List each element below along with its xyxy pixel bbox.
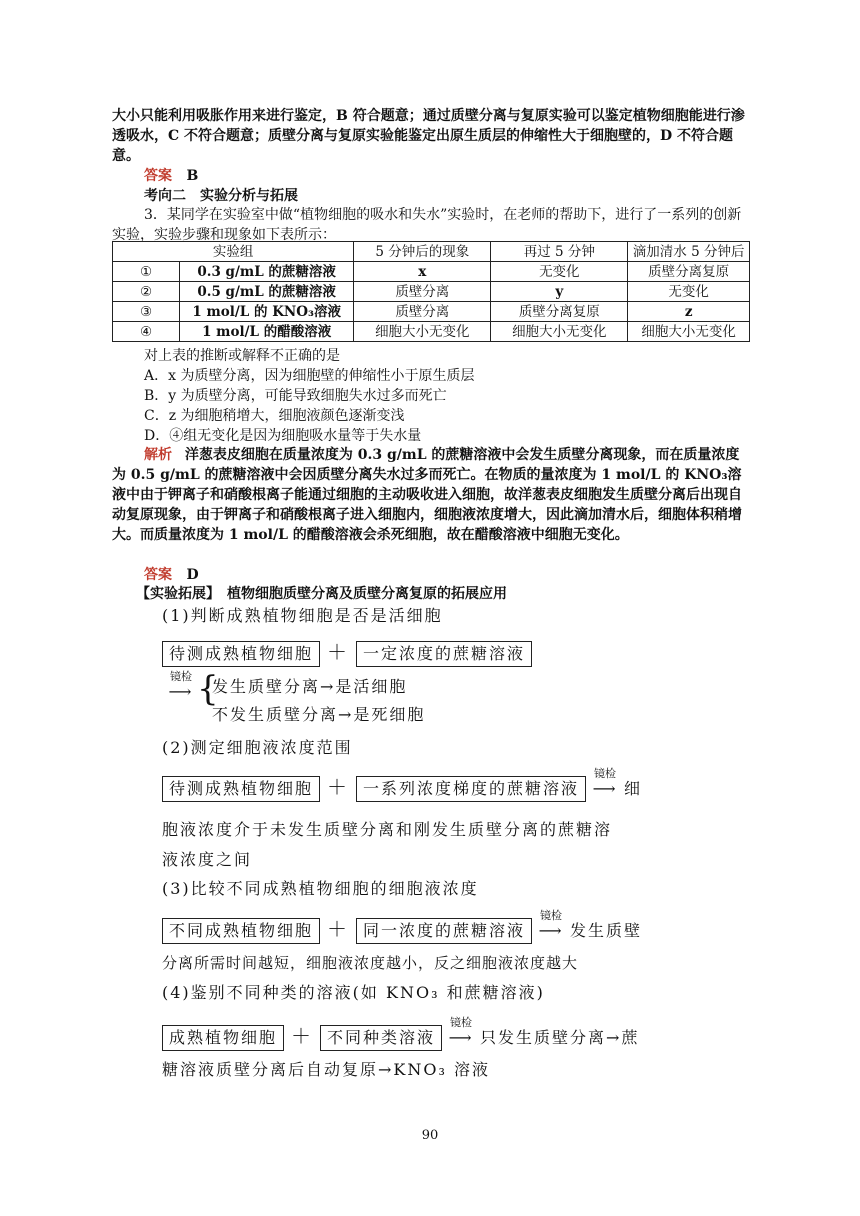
extension-title: 【实验拓展】 植物细胞质壁分离及质壁分离复原的拓展应用	[136, 586, 507, 602]
arrow-icon: ⟶	[538, 921, 564, 940]
table-cell: 质壁分离	[354, 302, 491, 322]
arrow-label: 镜检	[170, 670, 192, 683]
table-cell: 细胞大小无变化	[628, 322, 750, 342]
arrow-label: 镜检	[540, 909, 563, 922]
table-header-row	[113, 242, 750, 262]
ext1-box2: 一定浓度的蔗糖溶液	[356, 641, 532, 667]
plus-sign: ＋	[327, 640, 350, 664]
table-cell: 无变化	[628, 282, 750, 302]
table-header-cell: 实验组	[113, 242, 354, 262]
question-prompt: 对上表的推断或解释不正确的是	[144, 348, 340, 364]
table-cell: 质壁分离复原	[491, 302, 628, 322]
table-cell: x	[354, 262, 491, 282]
section-heading: 考向二 实验分析与拓展	[144, 188, 298, 204]
table-row	[113, 262, 750, 282]
arrow-label: 镜检	[450, 1016, 473, 1029]
question-text: 3．某同学在实验室中做“植物细胞的吸水和失水”实验时，在老师的帮助下，进行了一系列的创新实验，实验步骤和现象如下表所示：	[112, 207, 742, 243]
analysis-paragraph	[112, 445, 750, 545]
answer-2	[144, 565, 782, 585]
answer-value: B	[186, 168, 199, 184]
arrow-icon: ⟶	[592, 779, 618, 798]
table-cell: 细胞大小无变化	[491, 322, 628, 342]
table-cell: 0.5 g/mL 的蔗糖溶液	[180, 282, 354, 302]
arrow-label: 镜检	[594, 767, 617, 780]
answer-value: D	[186, 567, 199, 583]
ext2-box2: 一系列浓度梯度的蔗糖溶液	[356, 776, 586, 802]
microscope-arrow	[162, 670, 200, 701]
ext1-box1: 待测成熟植物细胞	[162, 641, 320, 667]
table-cell: 1 mol/L 的 KNO₃溶液	[180, 302, 354, 322]
ext1-formula	[162, 636, 532, 667]
microscope-arrow	[532, 909, 570, 940]
table-cell: 质壁分离	[354, 282, 491, 302]
table-row	[113, 322, 750, 342]
ext3-line2: 分离所需时间越短，细胞液浓度越小，反之细胞液浓度越大	[162, 954, 579, 972]
table-cell: 无变化	[491, 262, 628, 282]
table-cell: ④	[113, 322, 180, 342]
arrow-icon: ⟶	[448, 1028, 474, 1047]
ext4-formula	[162, 1016, 640, 1051]
ext3-box2: 同一浓度的蔗糖溶液	[356, 918, 532, 944]
microscope-arrow	[442, 1016, 480, 1047]
ext2-formula	[162, 767, 643, 802]
answer-1	[144, 166, 782, 186]
ext2-line2: 胞液浓度介于未发生质壁分离和刚发生质壁分离的蔗糖溶	[162, 820, 613, 839]
ext1-title: (1)判断成熟植物细胞是否是活细胞	[162, 606, 443, 625]
ext1-result-a: 发生质壁分离→是活细胞	[212, 677, 408, 696]
table-cell: 质壁分离复原	[628, 262, 750, 282]
left-brace-icon: {	[197, 669, 219, 709]
ext1-result-b: 不发生质壁分离→是死细胞	[212, 705, 426, 724]
ext3-box1: 不同成熟植物细胞	[162, 918, 320, 944]
table-header-cell: 再过 5 分钟	[491, 242, 628, 262]
table-header-cell: 5 分钟后的现象	[354, 242, 491, 262]
ext4-line2: 糖溶液质壁分离后自动复原→KNO₃ 溶液	[162, 1060, 490, 1079]
table-row	[113, 302, 750, 322]
plus-sign: ＋	[327, 775, 350, 799]
table-cell: ②	[113, 282, 180, 302]
ext2-box1: 待测成熟植物细胞	[162, 776, 320, 802]
answer-label: 答案	[144, 567, 172, 583]
table-cell: ③	[113, 302, 180, 322]
option-b: B．y 为质壁分离，可能导致细胞失水过多而死亡	[144, 388, 447, 404]
arrow-icon: ⟶	[168, 682, 194, 701]
ext1-arrow	[162, 670, 200, 701]
ext3-title: (3)比较不同成熟植物细胞的细胞液浓度	[162, 879, 479, 898]
answer-label: 答案	[144, 168, 172, 184]
ext4-title: (4)鉴别不同种类的溶液(如 KNO₃ 和蔗糖溶液)	[162, 983, 545, 1002]
experiment-table	[112, 241, 750, 342]
table-cell: 1 mol/L 的醋酸溶液	[180, 322, 354, 342]
ext2-tail: 细	[624, 779, 643, 798]
table-cell: z	[628, 302, 750, 322]
table-cell: y	[491, 282, 628, 302]
ext3-tail: 发生质壁	[570, 921, 643, 940]
plus-sign: ＋	[291, 1024, 314, 1048]
analysis-label: 解析	[144, 447, 172, 463]
table-cell: 细胞大小无变化	[354, 322, 491, 342]
option-d: D．④组无变化是因为细胞吸水量等于失水量	[144, 428, 422, 444]
table-header-cell: 滴加清水 5 分钟后	[628, 242, 750, 262]
table-cell: ①	[113, 262, 180, 282]
top-paragraph: 大小只能利用吸胀作用来进行鉴定，B 符合题意；通过质壁分离与复原实验可以鉴定植物细胞能进行渗透吸水，C 不符合题意；质壁分离与复原实验能鉴定出原生质层的伸缩性大于细胞壁的，D 不符合题意。	[112, 108, 745, 164]
page-number: 90	[421, 1128, 439, 1143]
ext3-formula	[162, 909, 643, 944]
ext4-box1: 成熟植物细胞	[162, 1025, 284, 1051]
option-a: A．x 为质壁分离，因为细胞壁的伸缩性小于原生质层	[144, 368, 475, 384]
microscope-arrow	[586, 767, 624, 798]
plus-sign: ＋	[327, 917, 350, 941]
ext4-box2: 不同种类溶液	[320, 1025, 442, 1051]
table-row	[113, 282, 750, 302]
ext2-title: (2)测定细胞液浓度范围	[162, 738, 353, 757]
ext2-line3: 液浓度之间	[162, 850, 253, 869]
table-cell: 0.3 g/mL 的蔗糖溶液	[180, 262, 354, 282]
analysis-text: 洋葱表皮细胞在质量浓度为 0.3 g/mL 的蔗糖溶液中会发生质壁分离现象，而在质量浓度为 0.5 g/mL 的蔗糖溶液中会因质壁分离失水过多而死亡。在物质的量浓度为 1 mol/L 的 KNO₃溶液中由于钾离子和硝酸根离子能通过细胞的主动吸收进入细胞，故洋葱表皮细胞发生质壁分离后出现自动复原现象，由于钾离子和硝酸根离子进入细胞内，细胞液浓度增大，因此滴加清水后，细胞体积稍增大。而质量浓度为 1 mol/L 的醋酸溶液会杀死细胞，故在醋酸溶液中细胞无变化。	[112, 447, 742, 543]
option-c: C．z 为细胞稍增大，细胞液颜色逐渐变浅	[144, 408, 405, 424]
ext4-tail: 只发生质壁分离→蔗	[480, 1028, 640, 1047]
